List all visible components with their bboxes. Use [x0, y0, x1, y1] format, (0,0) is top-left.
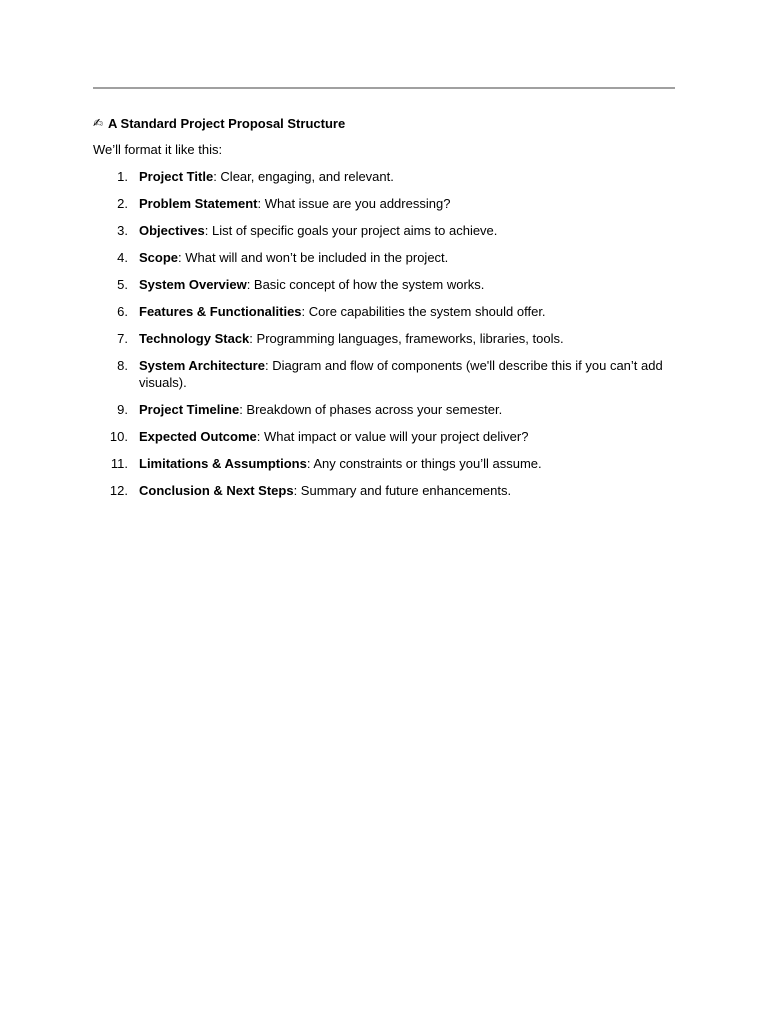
list-item — [93, 168, 675, 185]
list-item — [93, 428, 675, 445]
list-item-description: : List of specific goals your project aims to achieve. — [204, 223, 498, 238]
list-item-number: 3. — [117, 223, 128, 238]
list-item-description: : Clear, engaging, and relevant. — [213, 169, 394, 184]
proposal-structure-list — [93, 168, 675, 499]
list-item-description: : Basic concept of how the system works. — [246, 277, 485, 292]
list-item — [93, 195, 675, 212]
list-item-term: System Overview — [139, 277, 247, 292]
list-item-description: : Breakdown of phases across your semester. — [239, 402, 503, 417]
list-item-number: 7. — [117, 331, 128, 346]
writing-hand-icon: ✍ — [93, 115, 104, 130]
list-item-term: Features & Functionalities — [139, 304, 302, 319]
list-item-description: : Core capabilities the system should offer. — [301, 304, 546, 319]
list-item-description: : What impact or value will your project deliver? — [256, 429, 529, 444]
list-item-description: : What issue are you addressing? — [257, 196, 451, 211]
list-item-description: : What will and won’t be included in the project. — [178, 250, 449, 265]
list-item — [93, 401, 675, 418]
intro-paragraph: We’ll format it like this: — [93, 142, 223, 157]
list-item-number: 5. — [117, 277, 128, 292]
list-item-number: 8. — [117, 358, 128, 373]
list-item-term: Problem Statement — [139, 196, 258, 211]
list-item — [93, 357, 675, 391]
list-item-description: : Any constraints or things you’ll assume. — [306, 456, 542, 471]
list-item-body — [139, 303, 675, 320]
section-heading-text: A Standard Project Proposal Structure — [108, 115, 346, 131]
list-item-body — [139, 168, 675, 185]
list-item-body — [139, 249, 675, 266]
list-item-number: 12. — [109, 483, 128, 498]
list-item-number: 9. — [117, 402, 128, 417]
list-item-description: : Summary and future enhancements. — [293, 483, 512, 498]
list-item-body — [139, 276, 675, 293]
list-item-number: 4. — [117, 250, 128, 265]
list-item-term: System Architecture — [139, 358, 265, 373]
list-item-description: : Diagram and flow of components (we'll describe this if you can’t add visuals). — [139, 358, 663, 390]
list-item-term: Limitations & Assumptions — [139, 456, 307, 471]
document-content — [93, 114, 675, 509]
section-heading — [93, 114, 675, 132]
list-item — [93, 482, 675, 499]
list-item-body — [139, 222, 675, 239]
list-item-number: 10. — [109, 429, 128, 444]
list-item — [93, 455, 675, 472]
horizontal-rule — [93, 87, 675, 89]
list-item-term: Expected Outcome — [139, 429, 257, 444]
list-item — [93, 249, 675, 266]
list-item-body — [139, 195, 675, 212]
list-item — [93, 222, 675, 239]
list-item — [93, 330, 675, 347]
list-item-number: 11. — [110, 456, 128, 471]
list-item-term: Scope — [139, 250, 179, 265]
list-item-body — [139, 357, 675, 391]
list-item-body — [139, 482, 675, 499]
list-item-body — [139, 455, 675, 472]
list-item-body — [139, 401, 675, 418]
list-item-description: : Programming languages, frameworks, libraries, tools. — [249, 331, 564, 346]
list-item-term: Technology Stack — [139, 331, 250, 346]
list-item-term: Conclusion & Next Steps — [139, 483, 294, 498]
list-item-term: Objectives — [139, 223, 205, 238]
list-item — [93, 303, 675, 320]
list-item-body — [139, 330, 675, 347]
list-item-body — [139, 428, 675, 445]
list-item — [93, 276, 675, 293]
list-item-term: Project Title — [139, 169, 214, 184]
list-item-number: 6. — [117, 304, 128, 319]
list-item-number: 1. — [117, 169, 128, 184]
list-item-term: Project Timeline — [139, 402, 240, 417]
list-item-number: 2. — [117, 196, 128, 211]
